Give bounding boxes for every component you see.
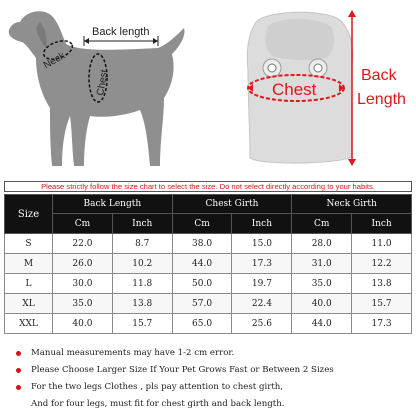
size-column-header: Size [5, 195, 53, 234]
list-item [16, 362, 412, 379]
value-cell: 44.0 [292, 314, 352, 334]
notes-list [16, 345, 412, 413]
value-cell: 12.2 [352, 254, 412, 274]
value-cell: 35.0 [292, 274, 352, 294]
sweater-back-label: Back [361, 67, 397, 84]
chest-label: Chest [95, 68, 111, 97]
list-item [16, 396, 412, 413]
table-group-header-row [5, 195, 412, 214]
table-unit-header-row [5, 214, 412, 234]
sweater-chest-label: Chest [272, 80, 317, 99]
value-cell: 25.6 [232, 314, 292, 334]
sweater-length-label: Length [357, 91, 406, 108]
group-header-neck-girth: Neck Girth [292, 195, 412, 214]
value-cell: 26.0 [53, 254, 113, 274]
sweater-back-length-marker [348, 10, 406, 166]
size-illustration [0, 0, 416, 176]
value-cell: 11.0 [352, 234, 412, 254]
value-cell: 22.4 [232, 294, 292, 314]
list-item [16, 345, 412, 362]
value-cell: 11.8 [112, 274, 172, 294]
value-cell: 13.8 [112, 294, 172, 314]
note-text: For the two legs Clothes , pls pay attention to chest girth, [31, 382, 284, 392]
table-row [5, 314, 412, 334]
value-cell: 28.0 [292, 234, 352, 254]
unit-header: Cm [172, 214, 232, 234]
table-row [5, 254, 412, 274]
unit-header: Cm [292, 214, 352, 234]
value-cell: 8.7 [112, 234, 172, 254]
bullet-dot-icon [16, 351, 21, 356]
size-cell: M [5, 254, 53, 274]
note-text: Please Choose Larger Size If Your Pet Grows Fast or Between 2 Sizes [31, 365, 334, 375]
value-cell: 44.0 [172, 254, 232, 274]
value-cell: 31.0 [292, 254, 352, 274]
unit-header: Inch [352, 214, 412, 234]
value-cell: 40.0 [292, 294, 352, 314]
size-cell: S [5, 234, 53, 254]
value-cell: 13.8 [352, 274, 412, 294]
table-row [5, 294, 412, 314]
value-cell: 15.0 [232, 234, 292, 254]
value-cell: 15.7 [352, 294, 412, 314]
value-cell: 17.3 [352, 314, 412, 334]
value-cell: 57.0 [172, 294, 232, 314]
unit-header: Cm [53, 214, 113, 234]
size-chart-table [4, 194, 412, 334]
size-cell: XL [5, 294, 53, 314]
value-cell: 19.7 [232, 274, 292, 294]
value-cell: 22.0 [53, 234, 113, 254]
note-text: And for four legs, must fit for chest girth and back length. [31, 399, 285, 409]
group-header-chest-girth: Chest Girth [172, 195, 292, 214]
value-cell: 15.7 [112, 314, 172, 334]
value-cell: 17.3 [232, 254, 292, 274]
bullet-dot-icon [16, 385, 21, 390]
value-cell: 10.2 [112, 254, 172, 274]
value-cell: 38.0 [172, 234, 232, 254]
note-text: Manual measurements may have 1-2 cm error. [31, 348, 235, 358]
table-row [5, 234, 412, 254]
back-length-label: Back length [92, 26, 150, 38]
table-row [5, 274, 412, 294]
unit-header: Inch [232, 214, 292, 234]
value-cell: 50.0 [172, 274, 232, 294]
value-cell: 35.0 [53, 294, 113, 314]
size-cell: L [5, 274, 53, 294]
list-item [16, 379, 412, 396]
back-length-marker [84, 26, 158, 46]
value-cell: 40.0 [53, 314, 113, 334]
bullet-dot-icon [16, 368, 21, 373]
size-cell: XXL [5, 314, 53, 334]
neck-label: Neck [41, 50, 68, 72]
unit-header: Inch [112, 214, 172, 234]
size-warning-banner: Please strictly follow the size chart to select the size. Do not select directly according to your habits. [4, 181, 412, 192]
value-cell: 65.0 [172, 314, 232, 334]
group-header-back-length: Back Length [53, 195, 173, 214]
value-cell: 30.0 [53, 274, 113, 294]
